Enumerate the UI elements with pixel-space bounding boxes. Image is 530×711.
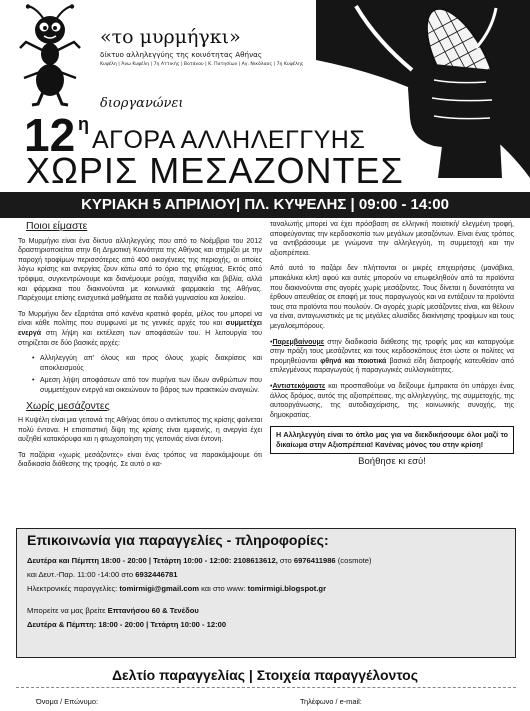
text-span: και προσπαθούμε να δείξουμε έμπρακτα ότι υπάρχει ένας άλλος δρόμος, αυτός της αξιοπρέπειας, της αλληλεγγύης, της συμμετοχής, της αυτοοργάνωσης, της αυτοδιαχείρισης, της κοινωνικής συνοχής, της δημοκρατίας. xyxy=(270,382,514,419)
contact-schedule-line xyxy=(27,620,226,629)
emphasis-active: συμμετέχει ενεργά xyxy=(18,320,262,337)
principles-list xyxy=(40,354,262,395)
contact-weekday-line xyxy=(27,570,177,579)
text-span: Ηλεκτρονικές παραγγελίες: xyxy=(27,584,120,593)
paragraph-consumer-access: ταναλωτής μπορεί να έχει πρόσβαση σε ελληνική ποιοτική/ ελεγμένη τροφή, αποφεύγοντας την κερδοσκοπία των μεγάλων μεσαζόντων. Είναι ένας τρόπος να αντιβράσουμε με γνώμονα την αλληλεγγύη, τη συμμετοχή και την αξιοπρέπεια. xyxy=(270,221,514,257)
event-title: ΑΓΟΡΑ ΑΛΛΗΛΕΓΓΥΗΣ xyxy=(92,126,366,154)
organizer-text: διοργανώνει xyxy=(100,96,184,111)
solidarity-callout: Η Αλληλεγγύη είναι το όπλο μας για να διεκδικήσουμε όλοι μαζί το δικαίωμα στην Αξιοπρέπεια! Κανένας μόνος του στην κρίση! xyxy=(270,426,514,454)
heading-without-middlemen: Χωρίς μεσάζοντες xyxy=(26,399,110,412)
text-span: βασικά είδη διατροφής κατευθείαν από επιλεγμένους παραγωγούς ή παραγωγικές συλλογικότητες. xyxy=(270,357,514,375)
email-link[interactable]: tomirmigi@gmail.com xyxy=(119,584,199,593)
emphasis-resist: Αντιστεκόμαστε xyxy=(272,382,326,390)
divider xyxy=(16,687,516,688)
heading-who-we-are: Ποιοι είμαστε xyxy=(26,220,88,232)
address: Επτανήσου 60 & Τενέδου xyxy=(107,606,199,615)
order-form-title: Δελτίο παραγγελίας | Στοιχεία παραγγέλοντος xyxy=(111,667,419,683)
contact-online-line xyxy=(27,584,326,593)
contact-title: Επικοινωνία για παραγγελίες - πληροφορίες: xyxy=(27,532,329,548)
list-item: • Αμεση λήψη αποφάσεων από τον πυρήνα των ίδιων ανθρώπων που συμμετέχουν ενεργά και οικειώνουν το βάρος των πρακτικών αναγκών. xyxy=(40,376,262,395)
text-span: Μπορείτε να μας βρείτε xyxy=(27,606,108,615)
list-item: • Αλληλεγγύη απ' όλους και προς όλους χωρίς διακρίσεις και αποκλεισμούς xyxy=(40,354,262,373)
text-span: στην διαδικασία διάθεσης της τροφής μας και καταργούμε στην πράξη τους μεσάζοντες και τους κερδοσκόπους έτσι ώστε οι πολίτες να προμηθεύονται xyxy=(270,338,514,365)
phone-field-label: Τηλέφωνο / e-mail: xyxy=(300,697,362,706)
ant-logo-icon xyxy=(10,4,92,108)
text-span: στη λήψη και εκτέλεση των αποφάσεών του. Η λειτουργία του στηρίζεται σε δύο βασικές αρχές: xyxy=(18,329,262,347)
paragraph-independence xyxy=(18,310,262,348)
text-span: και στο www: xyxy=(198,584,248,593)
contact-address-line xyxy=(27,606,199,615)
logo-subtitle: δίκτυο αλληλεγγύης της κοινότητας Αθήνας xyxy=(100,50,263,59)
name-field-label: Όνομα / Επώνυμο: xyxy=(36,697,99,706)
text-span: Το Μυρμήγκι δεν εξαρτάται από κανένα κρατικό φορέα, μέλος του μπορεί να είναι κάθε πολίτης που συμφωνεί με τις γενικές αρχές του και xyxy=(18,310,262,328)
website-link[interactable]: tomirmigi.blogspot.gr xyxy=(247,584,327,593)
paragraph-intervene: •Παρεμβαίνουμε στην διαδικασία διάθεσης της τροφής μας και καταργούμε στην πράξη τους μεσάζοντες και τους κερδοσκόπους έτσι ώστε οι πολίτες να προμηθεύονται φθηνά και ποιοτικά βασικά είδη διατροφής κατευθείαν από επιλεγμένους παραγωγούς ή παραγωγικές συλλογικότητες. xyxy=(270,338,514,375)
carrier-label: (cosmote) xyxy=(335,556,372,565)
paragraph-kypseli: Η Κυψέλη είναι μια γειτονιά της Αθήνας όπου ο αντίκτυπος της κρίσης φαίνεται πολύ έντονα. Η επισιτιστική δίψη της κρίσης είναι εμφανής, η ανεργία έχει αυξηθεί κατακόρυφα και η φτωχοποίηση της γειτονιάς είναι έντονη. xyxy=(18,417,262,444)
edition-number: 12 xyxy=(24,109,76,161)
paragraph-bazaars: Τα παζάρια «χωρίς μεσάζοντες» είναι ένας τρόπος να παρακάμψουμε ότι διαδικασία διάθεσης της τροφής. Σε αυτό ο κα- xyxy=(18,451,262,469)
emphasis-cheap-quality: φθηνά και ποιοτικά xyxy=(320,357,387,365)
event-subtitle: ΧΩΡΙΣ ΜΕΣΑΖΟΝΤΕΣ xyxy=(26,150,404,191)
mobile-phone-2[interactable]: 6932446781 xyxy=(135,570,178,579)
edition-superscript: η xyxy=(78,114,89,134)
paragraph-resist: •Αντιστεκόμαστε και προσπαθούμε να δείξουμε έμπρακτα ότι υπάρχει ένας άλλος δρόμος, αυτός της αξιοπρέπειας, της αλληλεγγύης, της συμμετοχής, της αυτοοργάνωσης, της αυτοδιαχείρισης, της κοινωνικής συνοχής, της δημοκρατίας. xyxy=(270,382,514,419)
logo-name: «το μυρμήγκι» xyxy=(100,26,241,48)
help-us-text: Βοήθησε κι εσύ! xyxy=(358,456,426,468)
emphasis-intervene: Παρεμβαίνουμε xyxy=(272,338,325,346)
contact-box xyxy=(16,528,516,658)
text-span: στο xyxy=(277,556,294,565)
left-column xyxy=(18,220,262,476)
contact-hours: Δευτέρα και Πέμπτη 18:00 - 20:00 | Τετάρτη 10:00 - 12:00: 2108613612, xyxy=(27,556,278,565)
text-span: και Δευτ.-Παρ. 11:00 -14:00 στο xyxy=(27,570,136,579)
store-hours: Δευτέρα & Πέμπτη: 18:00 - 20:00 | Τετάρτη 10:00 - 12:00 xyxy=(27,620,227,629)
paragraph-network-intro: Το Μυρμήγκι είναι ένα δίκτυο αλληλεγγύης που από το Νοέμβριο του 2012 δραστηριοποιείται στην 6η Δημοτική Κοινότητα της Αθήνας και στηρίζει με την παροχή τροφίμων περισσότερες από 400 οικογένειες της περιοχής, οι οποίες λόγω κρίσης και ανεργίας ζουν κάτω από το όριο της φτώχειας. Εκτός από τρόφιμα, συγκεντρώνουμε και διανέμουμε ρούχα, παιχνίδια και βιβλία, αλλά και φάρμακα που διακινούνται με κοινωνικά φαρμακεία της Αθήνας. Παρέχουμε επίσης ενισχυτικά μαθήματα σε παιδιά γυμνασίου και λυκείου. xyxy=(18,237,262,303)
date-banner: ΚΥΡΙΑΚΗ 5 ΑΠΡΙΛΙΟΥ| ΠΛ. ΚΥΨΕΛΗΣ | 09:00 - 14:00 xyxy=(0,192,530,218)
logo-places: Κυψέλη | Άνω Κυψέλη | 7η Αττικής | Βοτάνου | Κ. Πατησίων | Αγ. Νικόλαος | 7η Κυψέλης xyxy=(100,62,304,67)
paragraph-small-business: Από αυτό το παζάρι δεν πλήττονται οι μικρές επιχειρήσεις (μανάβικα, μπακάλικα κλπ) αφού και αυτές μπορούν να επωφεληθούν από τα προϊόντα που διακινούνται στις αγορές χωρίς μεσάζοντες. Τους δίνεται η δυνατότητα να έρθουν απευθείας σε επαφή με τους παραγωγούς και να εντάξουν τα προϊόντα τους στα προϊόντα που πουλούν. Οι αγορές χωρίς μεσάζοντες είναι, και θέλουν να είναι, ανταγωνιστικές με τις μεγάλες αλυσίδες διακίνησης τροφίμων και τους μεγαλοεμπόρους. xyxy=(270,265,514,330)
right-column xyxy=(270,220,514,467)
contact-hours-line xyxy=(27,556,372,565)
mobile-phone-1[interactable]: 6976411986 xyxy=(293,556,336,565)
